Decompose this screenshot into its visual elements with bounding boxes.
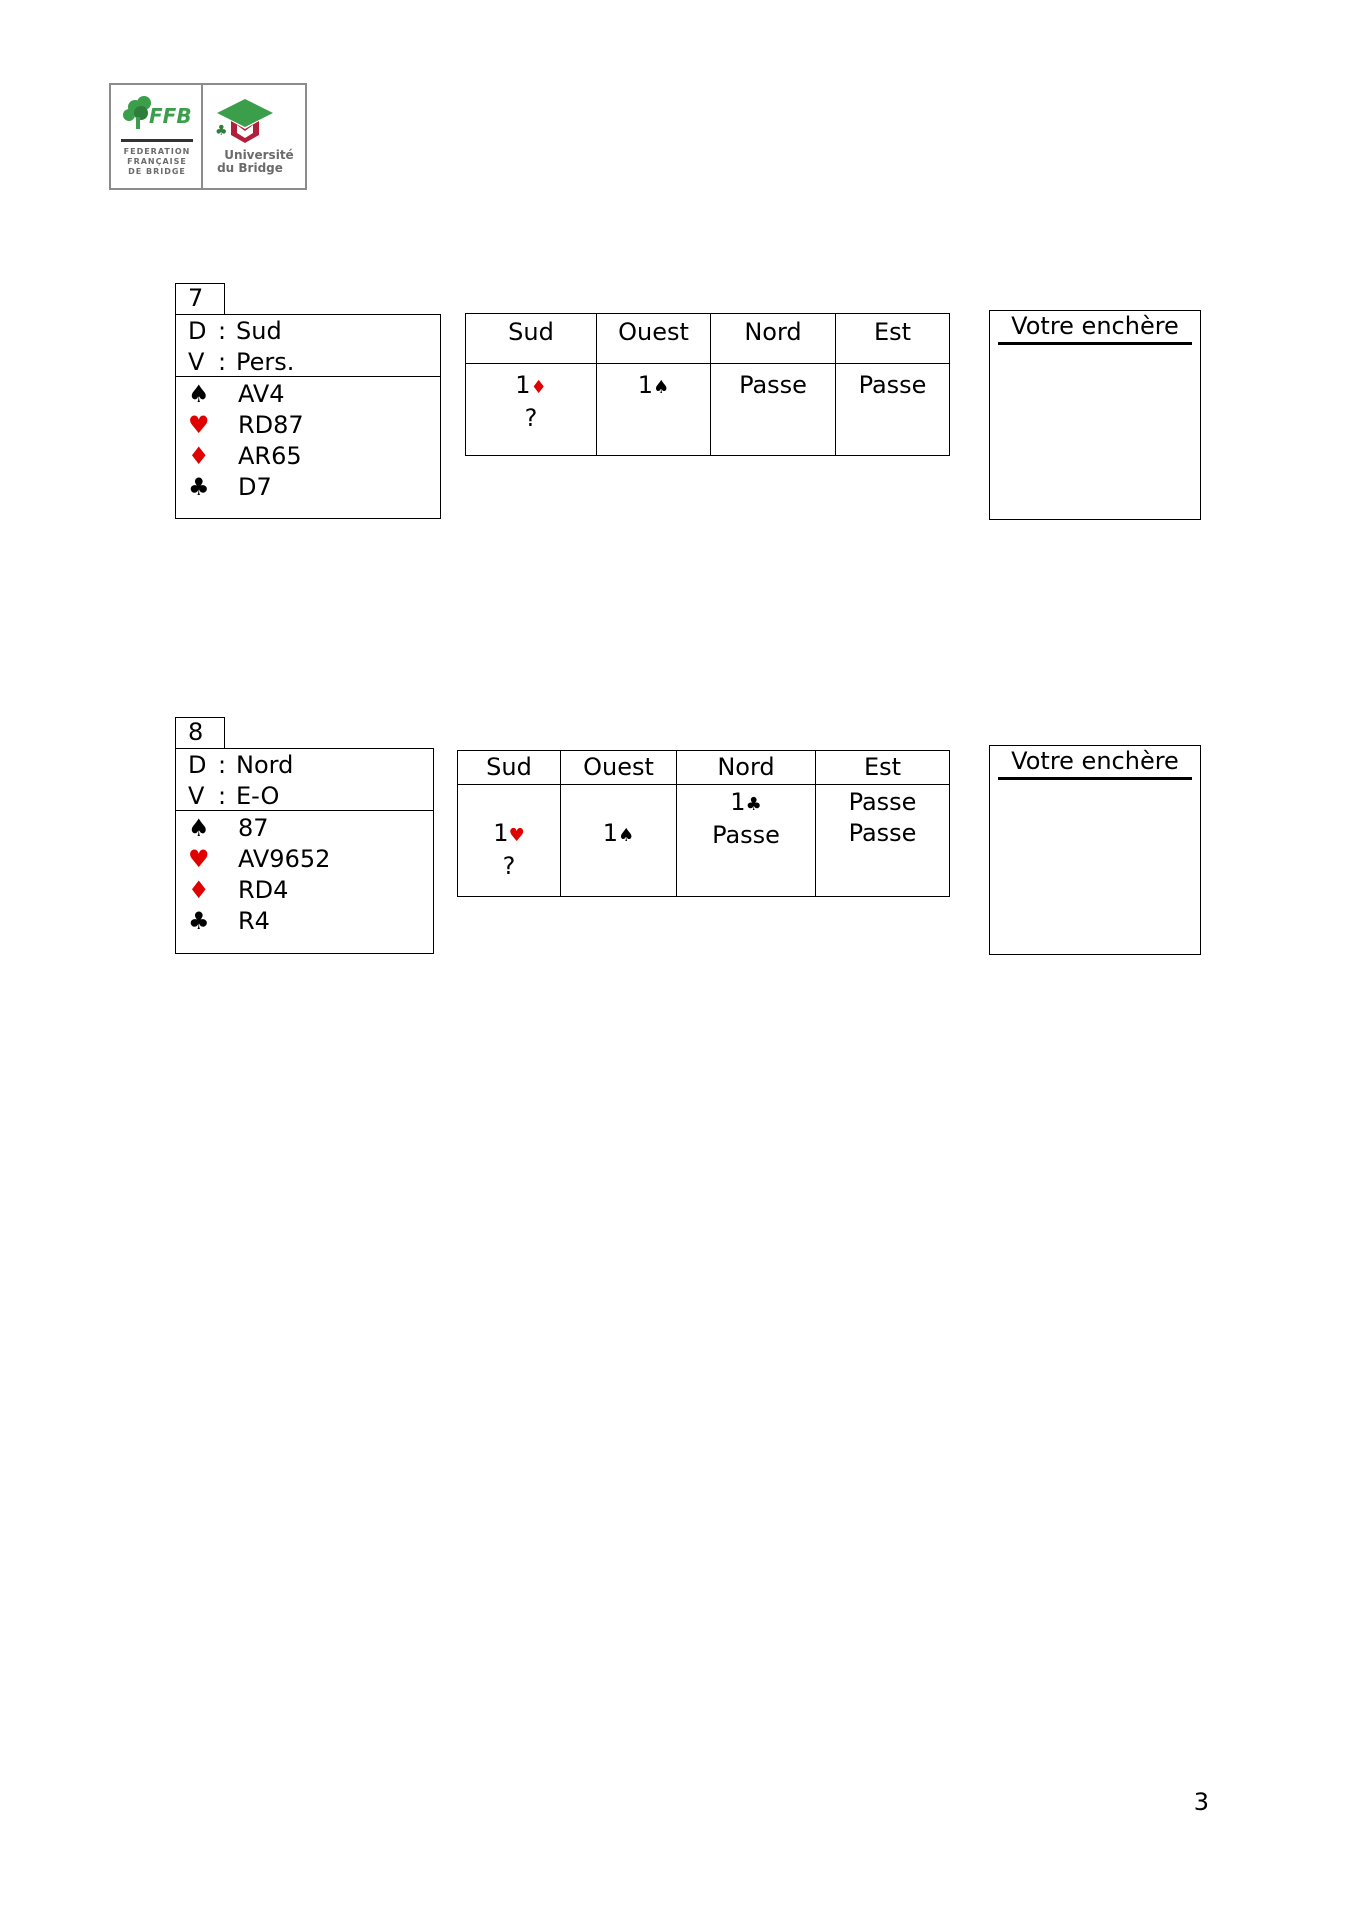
hand-header: D : Nord V : E-O	[176, 749, 433, 811]
bid-question: ?	[524, 404, 538, 432]
suit-row-diamonds	[188, 875, 433, 906]
graduation-cap-icon	[215, 99, 273, 143]
dealer-label: D	[188, 317, 207, 345]
logo-divider	[201, 85, 203, 188]
diamond-icon: ♦	[530, 377, 547, 398]
heart-icon: ♥	[508, 825, 525, 846]
hand-box	[175, 314, 441, 519]
spade-icon: ♠	[188, 380, 210, 408]
answer-box[interactable]	[989, 745, 1201, 955]
heart-icon: ♥	[188, 845, 210, 873]
club-icon: ♣	[745, 794, 762, 815]
board-number	[175, 283, 225, 315]
header-nord: Nord	[711, 314, 836, 364]
ffb-line-3: DE BRIDGE	[128, 167, 186, 176]
answer-box[interactable]	[989, 310, 1201, 520]
bid-level: 1	[602, 819, 619, 847]
answer-title: Votre enchère	[998, 746, 1192, 780]
vuln-label: V	[188, 782, 205, 810]
univ-line-2: du Bridge	[217, 161, 283, 175]
spade-icon: ♠	[653, 377, 670, 398]
board-number-text: 7	[188, 284, 204, 312]
bid-pass: Passe	[712, 821, 780, 849]
diamond-cards: RD4	[238, 876, 289, 904]
heart-cards: RD87	[238, 411, 304, 439]
dealer-label: D	[188, 751, 207, 779]
suit-row-diamonds	[188, 441, 440, 472]
answer-title: Votre enchère	[998, 311, 1192, 345]
club-mini-icon: ♣	[215, 123, 228, 139]
bid-level: 1	[730, 788, 746, 816]
board-number-text: 8	[188, 718, 204, 746]
bid-level: 1	[493, 819, 509, 847]
bids-ouest	[561, 785, 677, 897]
bid-level: 1	[637, 371, 654, 399]
club-cards: D7	[238, 473, 272, 501]
dealer-value: Sud	[236, 317, 282, 345]
dealer-value: Nord	[236, 751, 294, 779]
bids-nord	[711, 364, 836, 456]
club-icon: ♣	[188, 907, 210, 935]
ffb-mark: FFB	[149, 104, 192, 128]
spade-icon: ♠	[618, 825, 635, 846]
bids-nord	[677, 785, 816, 897]
bid-pass: Passe	[848, 819, 917, 847]
suit-row-hearts	[188, 844, 433, 875]
auction-header-row	[458, 751, 950, 785]
univ-line-1: Université	[224, 148, 294, 162]
hand-box	[175, 748, 434, 954]
spade-cards: AV4	[238, 380, 285, 408]
spade-cards: 87	[238, 814, 269, 842]
hand-header: D : Sud V : Pers.	[176, 315, 440, 377]
suit-row-spades	[188, 379, 440, 410]
diamond-icon: ♦	[188, 442, 210, 470]
auction-table	[465, 313, 950, 456]
header-sud: Sud	[458, 751, 561, 785]
club-icon: ♣	[188, 473, 210, 501]
auction-table	[457, 750, 950, 897]
header-sud: Sud	[466, 314, 597, 364]
bid-level: 1	[515, 371, 531, 399]
board-number	[175, 717, 225, 749]
vuln-value: Pers.	[236, 348, 295, 376]
heart-icon: ♥	[188, 411, 210, 439]
header-est: Est	[816, 751, 950, 785]
suit-row-hearts	[188, 410, 440, 441]
ffb-logo	[117, 93, 197, 183]
page-number: 3	[1193, 1788, 1209, 1816]
suit-row-clubs	[188, 472, 440, 503]
bids-sud	[466, 364, 597, 456]
universite-logo	[207, 91, 303, 183]
suit-row-spades	[188, 813, 433, 844]
auction-body-row	[466, 364, 950, 456]
tree-icon	[123, 96, 151, 129]
header-ouest: Ouest	[597, 314, 711, 364]
club-cards: R4	[238, 907, 270, 935]
hand-suits	[176, 377, 440, 503]
ffb-line-1: FEDERATION	[123, 147, 191, 156]
auction-header-row	[466, 314, 950, 364]
header-nord: Nord	[677, 751, 816, 785]
header-ouest: Ouest	[561, 751, 677, 785]
bids-est	[836, 364, 950, 456]
bid-pass: Passe	[739, 371, 807, 399]
ffb-line-2: FRANÇAISE	[127, 157, 187, 166]
bids-ouest	[597, 364, 711, 456]
vuln-value: E-O	[236, 782, 280, 810]
spade-icon: ♠	[188, 814, 210, 842]
auction-body-row	[458, 785, 950, 897]
bid-pass: Passe	[858, 371, 927, 399]
diamond-cards: AR65	[238, 442, 302, 470]
suit-row-clubs	[188, 906, 433, 937]
vuln-label: V	[188, 348, 205, 376]
header-est: Est	[836, 314, 950, 364]
bid-question: ?	[502, 852, 516, 880]
logo	[109, 83, 307, 190]
hand-suits	[176, 811, 433, 937]
bids-sud	[458, 785, 561, 897]
bid-pass: Passe	[848, 788, 917, 816]
bids-est	[816, 785, 950, 897]
diamond-icon: ♦	[188, 876, 210, 904]
heart-cards: AV9652	[238, 845, 331, 873]
